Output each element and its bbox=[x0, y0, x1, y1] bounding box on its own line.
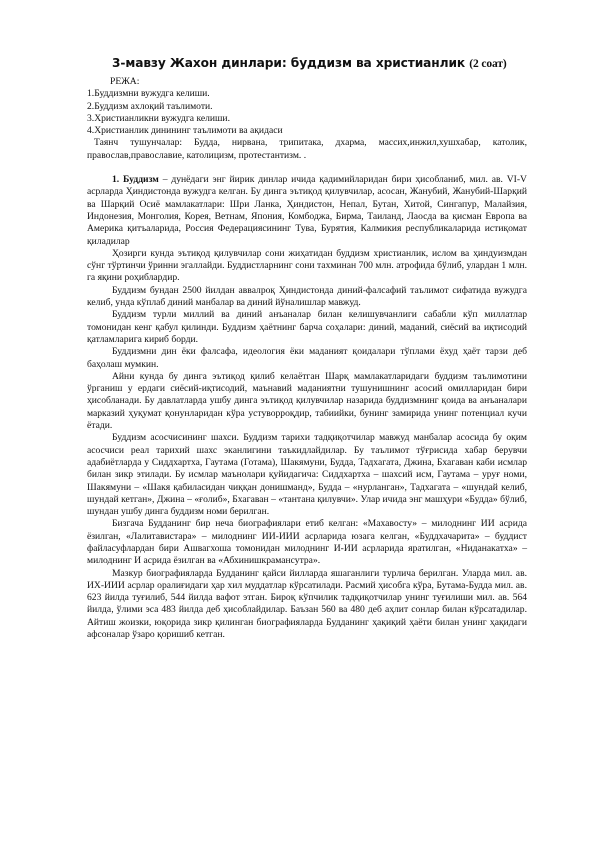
paragraph-1-text: – дунёдаги энг йирик динлар ичида қадимийларидан бири ҳисобланиб, мил. ав. VI-V асрларда Ҳиндистонда вужудга келган. Бу динга эътиқод қилувчилар, асосан, Жанубий, Жанубий-Шарқий ва Шарқий Осиё мамлакатлари: Шри Ланка, Ҳиндистон, Непал, Бутан, Хитой, Сингапур, Малайзия, Индонезия, Монголия, Корея, Ветнам, Япония, Комбоджа, Бирма, Таиланд, Лаосда ва қисман Европа ва Америка қитъаларида, Россия Федерациясининг Тува, Бурятия, Калмикия республикаларида истиқомат қиладилар bbox=[87, 174, 527, 247]
title-text: 3-мавзу Жахон динлари: буддизм ва христианлик bbox=[112, 56, 466, 70]
paragraph-6: Айни кунда бу динга эътиқод қилиб келаётган Шарқ мамлакатларидаги буддизм таълимотини ўрганиш у ердаги сиёсий-иқтисодий, маънавий маданиятни тушунишнинг асосий омилларидан бири ҳисобланади. Бу давлатларда ушбу динга эътиқод қилувчилар назарида буддизмнинг қоида ва анъаналари марказий ҳуқумат қонунларидан кўра устуворроқдир, табиийки, бунинг замирида унинг потенциал кучи ётади. bbox=[87, 370, 527, 432]
document-body bbox=[87, 76, 527, 641]
plan-item-1: 1.Буддизмни вужудга келиши. bbox=[87, 88, 210, 100]
key-terms: Таянч тушунчалар: Будда, нирвана, трипитака, дхарма, массих,инжил,хушхабар, католик, православ,православие, католицизм, протестантизм. . bbox=[87, 137, 527, 161]
plan-item-4: 4.Христианлик динининг таълимоти ва ақидаси bbox=[87, 125, 283, 137]
paragraph-1 bbox=[87, 174, 527, 248]
paragraph-3: Буддизм бундан 2500 йилдан аввалроқ Ҳиндистонда диний-фалсафий таълимот сифатида вужудга келиб, унда кўплаб диний манбалар ва диний йўналишлар мавжуд. bbox=[87, 284, 527, 309]
paragraph-9: Мазкур биографияларда Будданинг қайси йилларда яшаганлиги турлича берилган. Уларда мил. ав. ИХ-ИИИ асрлар оралиғидаги ҳар хил муддатлар кўрсатилади. Расмий ҳисобга кўра, Бутама-Будда мил. ав. 623 йилда туғилиб, 544 йилда вафот этган. Бироқ кўпчилик тадқиқотчилар унинг туғилиши мил. ав. 564 йилда, ўлими эса 483 йилда деб ҳисоблайдилар. Баъзан 560 ва 480 деб аҳлит сонлар билан кўрсатадилар. Айтиш жоизки, юқорида зикр қилинган биографияларда Будданинг ҳақиқий ҳаёти билан унинг ҳақидаги афсоналар ўзаро қоришиб кетган. bbox=[87, 567, 527, 641]
plan-heading: РЕЖА: bbox=[110, 76, 140, 87]
document-title bbox=[112, 56, 552, 70]
section-1-heading: 1. Буддизм bbox=[112, 174, 159, 186]
plan-item-3: 3.Христианликни вужудга келиши. bbox=[87, 112, 230, 124]
paragraph-7: Буддизм асосчисининг шахси. Буддизм тарихи тадқиқотчилар мавжуд манбалар асосида бу оқим асосчиси реал тарихий шахс эканлигини таъкидлайдилар. Бу таълимот тўғрисида хабар берувчи адабиётларда у Сиддхартха, Гаутама (Готама), Шакямуни, Будда, Тадхагата, Джина, Бхагаван каби исмлар билан зикр этилади. Бу исмлар маънолари қуйидагича: Сиддхартха – шахсий исм, Гаутама – уруғ номи, Шакямуни – «Шакя қабиласидан чиққан донишманд», Будда – «нурланган», Тадхагата – «шундай келиб, шундай кетган», Джина – «ғолиб», Бхагаван – «тантана қилувчи». Улар ичида энг машҳури «Будда» бўлиб, шундан ушбу динга буддизм номи берилган. bbox=[87, 432, 527, 518]
plan-item-2: 2.Буддизм ахлоқий таълимоти. bbox=[87, 100, 213, 112]
spacer bbox=[87, 162, 527, 174]
paragraph-4: Буддизм турли миллий ва диний анъаналар билан келишувчанлиги сабабли кўп миллатлар томонидан кенг қабул қилинди. Буддизм ҳаётнинг барча соҳалари: диний, маданий, сиёсий ва иқтисодий қатламларига кириб борди. bbox=[87, 309, 527, 345]
paragraph-2: Ҳозирги кунда эътиқод қилувчилар сони жиҳатидан буддизм христианлик, ислом ва ҳиндуизмдан сўнг тўртинчи ўринни эгаллайди. Буддистларнинг сони тахминан 700 млн. атрофида бўлиб, улардан 1 млн. га яқини роҳиблардир. bbox=[87, 247, 527, 284]
title-hours: (2 соат) bbox=[469, 58, 507, 70]
paragraph-5: Буддизмни дин ёки фалсафа, идеология ёки маданият қоидалари тўплами ёхуд ҳаёт тарзи деб баҳолаш мумкин. bbox=[87, 346, 527, 370]
paragraph-8: Бизгача Будданинг бир неча биографиялари етиб келган: «Махавосту» – милоднинг ИИ асрида ёзилган, «Лалитавистара» – милоднинг ИИ-ИИИ асрларида юзага келган, «Буддхачарита» – буддист файласуфлардан бири Ашвагхоша томонидан милоднинг И-ИИ асрларида яратилган, «Ниданакатха» – милоднинг И асрида ёзилган ва «Абхинишкрамансутра». bbox=[87, 518, 527, 567]
